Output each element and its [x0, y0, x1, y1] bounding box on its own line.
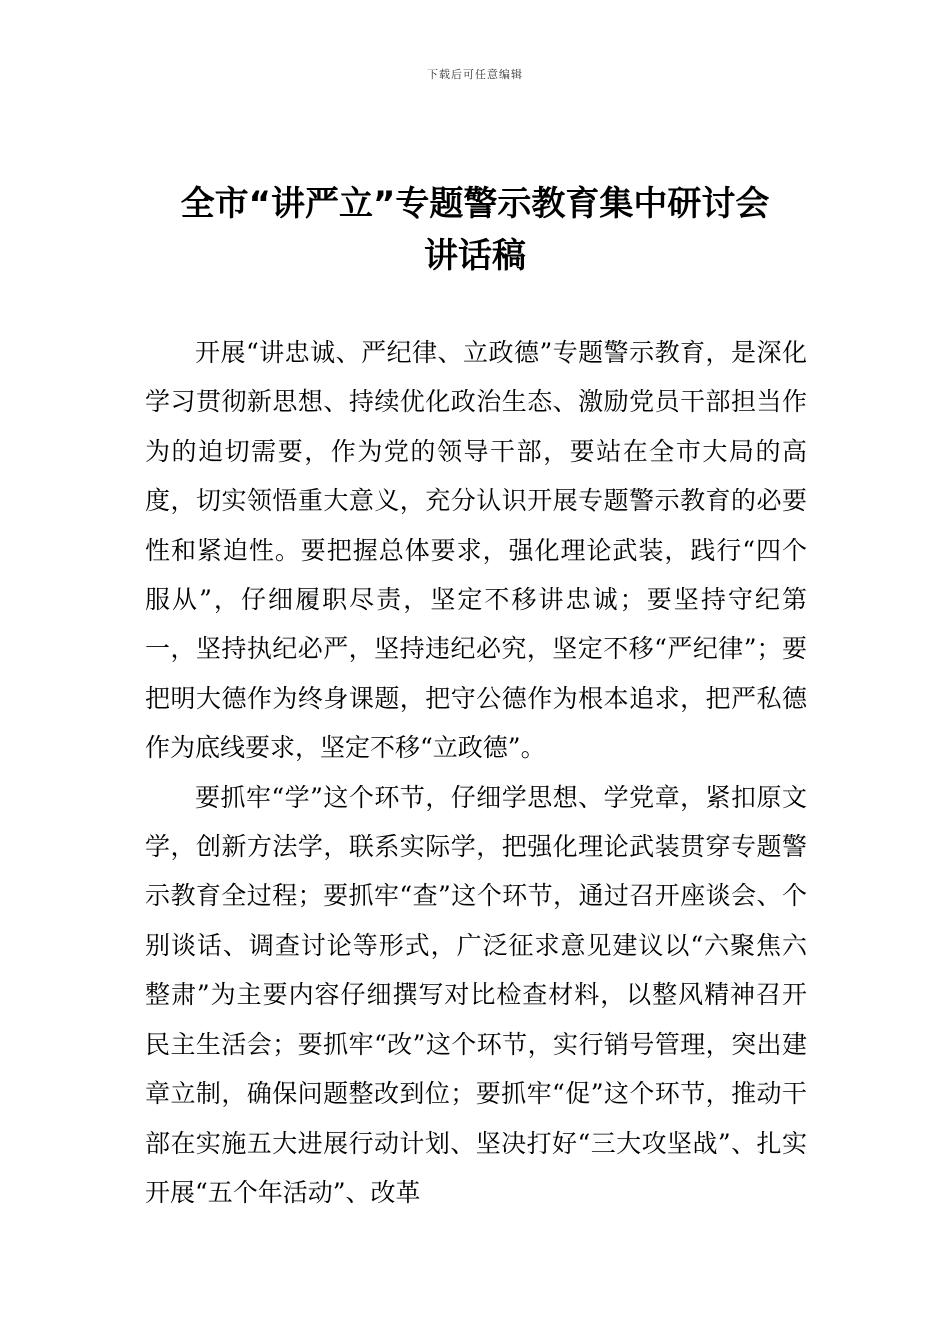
document-title-line-2: 讲话稿	[424, 236, 526, 276]
paragraph-1: 开展“讲忠诚、严纪律、立政德”专题警示教育，是深化学习贯彻新思想、持续优化政治生态、激励党员干部担当作为的迫切需要，作为党的领导干部，要站在全市大局的高度，切实领悟重大意义，充分认识开展专题警示教育的必要性和紧迫性。要把握总体要求，强化理论武装，践行“四个服从”，仔细履职尽责，坚定不移讲忠诚；要坚持守纪第一，坚持执纪必严，坚持违纪必究，坚定不移“严纪律”；要把明大德作为终身课题，把守公德作为根本追求，把严私德作为底线要求，坚定不移“立政德”。	[145, 338, 807, 763]
paragraph-2: 要抓牢“学”这个环节，仔细学思想、学党章，紧扣原文学，创新方法学，联系实际学，把强化理论武装贯穿专题警示教育全过程；要抓牢“查”这个环节，通过召开座谈会、个别谈话、调查讨论等形式，广泛征求意见建议以“六聚焦六整肃”为主要内容仔细撰写对比检查材料，以整风精神召开民主生活会；要抓牢“改”这个环节，实行销号管理，突出建章立制，确保问题整改到位；要抓牢“促”这个环节，推动干部在实施五大进展行动计划、坚决打好“三大攻坚战”、扎实开展“五个年活动”、改革	[145, 782, 807, 1207]
document-title	[120, 178, 830, 282]
document-body	[145, 328, 807, 1217]
header-note: 下载后可任意编辑	[427, 68, 523, 81]
document-title-line-1: 全市“讲严立”专题警示教育集中研讨会	[180, 184, 770, 224]
